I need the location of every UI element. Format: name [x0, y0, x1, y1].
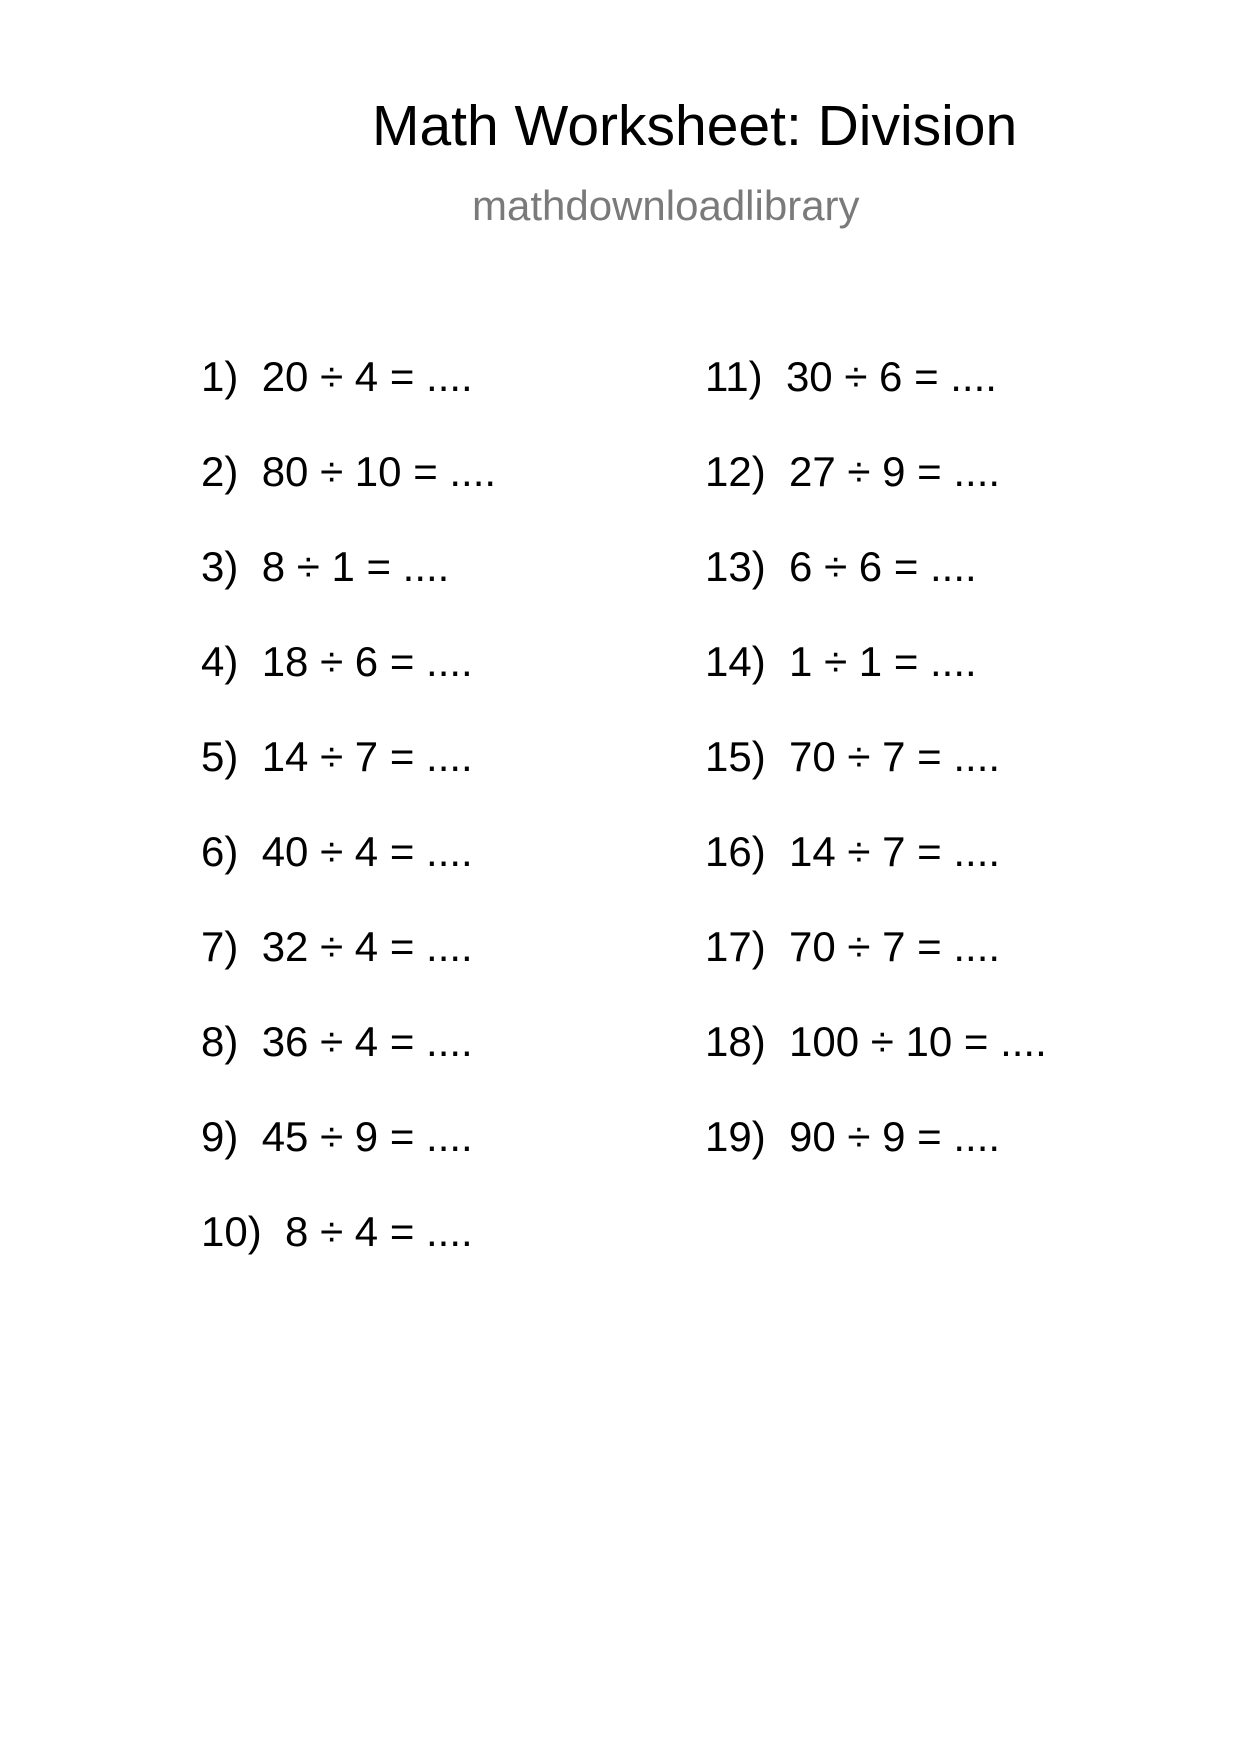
problem-item [201, 1204, 496, 1299]
problem-number: 6) [201, 828, 239, 875]
problem-number: 12) [705, 448, 766, 495]
problem-expression: 18 ÷ 6 = .... [261, 638, 473, 685]
problem-item [201, 1014, 496, 1109]
problem-number: 1) [201, 353, 239, 400]
problem-expression: 8 ÷ 4 = .... [285, 1208, 473, 1255]
problem-expression: 32 ÷ 4 = .... [261, 923, 473, 970]
problem-expression: 14 ÷ 7 = .... [789, 828, 1001, 875]
problem-item [705, 1014, 1047, 1109]
problem-item [201, 1109, 496, 1204]
problem-number: 7) [201, 923, 239, 970]
problem-expression: 8 ÷ 1 = .... [261, 543, 450, 590]
problem-number: 10) [201, 1208, 262, 1255]
problem-item [201, 634, 496, 729]
problem-item [201, 729, 496, 824]
problem-expression: 14 ÷ 7 = .... [261, 733, 473, 780]
problem-expression: 20 ÷ 4 = .... [261, 353, 473, 400]
problem-item [705, 349, 1047, 444]
problem-number: 14) [705, 638, 766, 685]
problem-number: 19) [705, 1113, 766, 1160]
problem-number: 2) [201, 448, 239, 495]
problem-expression: 36 ÷ 4 = .... [261, 1018, 473, 1065]
problem-item [705, 634, 1047, 729]
page-subtitle: mathdownloadlibrary [472, 182, 860, 229]
problem-item [705, 824, 1047, 919]
problem-expression: 27 ÷ 9 = .... [789, 448, 1001, 495]
problem-expression: 100 ÷ 10 = .... [789, 1018, 1047, 1065]
problem-number: 17) [705, 923, 766, 970]
problem-item [201, 349, 496, 444]
problem-item [201, 824, 496, 919]
problem-number: 5) [201, 733, 239, 780]
problem-expression: 70 ÷ 7 = .... [789, 733, 1001, 780]
problem-expression: 30 ÷ 6 = .... [785, 353, 997, 400]
page-title: Math Worksheet: Division [372, 94, 1018, 158]
problem-number: 13) [705, 543, 766, 590]
problem-item [201, 539, 496, 634]
problem-item [705, 919, 1047, 1014]
problem-list-right [705, 349, 1047, 1204]
problem-number: 11) [705, 353, 763, 400]
problem-item [201, 919, 496, 1014]
problem-number: 3) [201, 543, 239, 590]
problem-item [705, 729, 1047, 824]
problem-number: 18) [705, 1018, 766, 1065]
problem-number: 16) [705, 828, 766, 875]
problem-item [705, 1109, 1047, 1204]
problem-expression: 40 ÷ 4 = .... [261, 828, 473, 875]
problem-item [201, 444, 496, 539]
problem-expression: 45 ÷ 9 = .... [261, 1113, 473, 1160]
problem-number: 9) [201, 1113, 239, 1160]
problem-number: 15) [705, 733, 766, 780]
problem-expression: 90 ÷ 9 = .... [789, 1113, 1001, 1160]
problem-list-left [201, 349, 496, 1299]
problem-expression: 80 ÷ 10 = .... [261, 448, 497, 495]
problem-number: 8) [201, 1018, 239, 1065]
problem-expression: 70 ÷ 7 = .... [789, 923, 1001, 970]
problem-number: 4) [201, 638, 239, 685]
problem-item [705, 539, 1047, 634]
problem-expression: 6 ÷ 6 = .... [789, 543, 977, 590]
problem-expression: 1 ÷ 1 = .... [789, 638, 977, 685]
problem-item [705, 444, 1047, 539]
